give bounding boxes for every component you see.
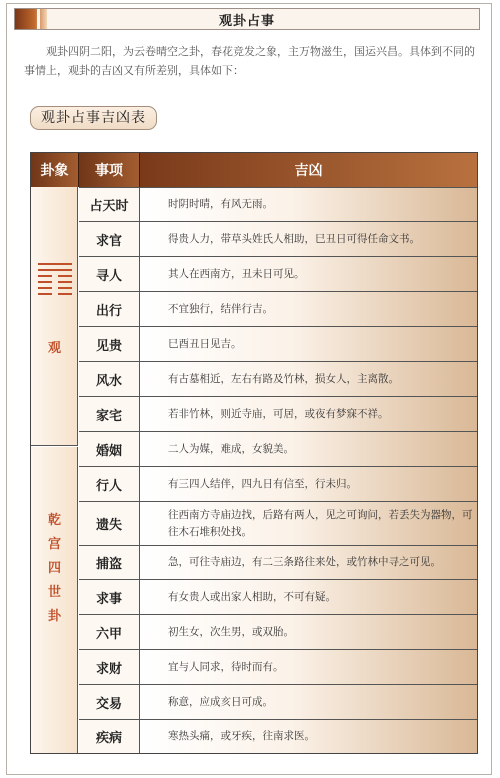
row-item-label: 六甲: [79, 615, 140, 649]
table-row: [79, 545, 477, 579]
hexagram-line: [38, 275, 72, 277]
row-luck-text: 若非竹林，则近寺庙，可居，或夜有梦寐不祥。: [140, 397, 477, 431]
gua-cell-lower: [31, 447, 78, 753]
table-row: [79, 221, 477, 256]
row-item-label: 占天时: [79, 188, 140, 221]
section-title: 观卦占事吉凶表: [30, 106, 157, 130]
table-row: [79, 579, 477, 614]
table-row: [79, 256, 477, 291]
table-row: [79, 361, 477, 396]
table-row: [79, 326, 477, 361]
gua-cell-upper: [31, 187, 78, 446]
row-luck-text: 急，可往寺庙边，有二三条路往来处，或竹林中寻之可见。: [140, 546, 477, 579]
table-row: [79, 291, 477, 326]
gua-palace-char: 乾: [47, 513, 61, 528]
row-luck-text: 初生女，次生男，或双胎。: [140, 615, 477, 649]
row-item-label: 疾病: [79, 720, 140, 753]
row-item-label: 求官: [79, 222, 140, 256]
hexagram-line: [38, 293, 72, 295]
row-luck-text: 有女贵人或出家人相助，不可有疑。: [140, 580, 477, 614]
intro-paragraph: 观卦四阴二阳，为云卷晴空之卦，春花竞发之象，主万物滋生，国运兴昌。具体到不同的事情上，观卦的吉凶又有所差别，具体如下：: [24, 45, 475, 77]
header-gua: 卦象: [31, 153, 79, 187]
row-luck-text: 宜与人同求，待时而有。: [140, 650, 477, 684]
row-item-label: 见贵: [79, 327, 140, 361]
row-item-label: 遗失: [79, 502, 140, 545]
table-row: [79, 501, 477, 545]
page-title: 观卦占事: [218, 13, 275, 29]
table-row: [79, 431, 477, 466]
header-luck: 吉凶: [140, 153, 477, 187]
gua-name: 观: [47, 341, 61, 356]
row-item-label: 寻人: [79, 257, 140, 291]
hexagram-line: [38, 281, 72, 283]
header-accent: [15, 9, 47, 29]
header-item: 事项: [79, 153, 140, 187]
row-item-label: 求事: [79, 580, 140, 614]
row-luck-text: 有三四人结伴，四九日有信至，行未归。: [140, 467, 477, 501]
row-item-label: 出行: [79, 292, 140, 326]
row-luck-text: 二人为媒，难成，女貌美。: [140, 432, 477, 466]
fortune-table: [30, 152, 478, 754]
table-row: [79, 396, 477, 431]
hexagram-symbol: [38, 263, 72, 299]
row-luck-text: 其人在西南方，丑未日可见。: [140, 257, 477, 291]
row-item-label: 捕盗: [79, 546, 140, 579]
gua-palace-char: 宫: [47, 537, 61, 552]
gua-palace-label: [31, 509, 78, 629]
row-luck-text: 称意，应成亥日可成。: [140, 685, 477, 719]
row-luck-text: 不宜独行，结伴行吉。: [140, 292, 477, 326]
row-item-label: 交易: [79, 685, 140, 719]
row-luck-text: 有古墓相近，左右有路及竹林，损女人，主离散。: [140, 362, 477, 396]
table-row: [79, 187, 477, 221]
row-item-label: 求财: [79, 650, 140, 684]
row-luck-text: 时阴时晴，有风无雨。: [140, 188, 477, 221]
hexagram-line: [38, 287, 72, 289]
hexagram-line: [38, 269, 72, 271]
table-row: [79, 719, 477, 753]
gua-palace-char: 世: [47, 585, 61, 600]
row-item-label: 风水: [79, 362, 140, 396]
gua-palace-char: 卦: [47, 609, 61, 624]
table-row: [79, 684, 477, 719]
row-luck-text: 巳酉丑日见吉。: [140, 327, 477, 361]
row-luck-text: 得贵人力，带草头姓氏人相助，巳丑日可得任命文书。: [140, 222, 477, 256]
table-row: [79, 614, 477, 649]
hexagram-line: [38, 263, 72, 265]
table-row: [79, 649, 477, 684]
row-item-label: 家宅: [79, 397, 140, 431]
row-luck-text: 往西南方寺庙边找，后路有两人，见之可询问，若丢失为器物，可往木石堆积处找。: [140, 502, 477, 545]
row-item-label: 行人: [79, 467, 140, 501]
table-row: [79, 466, 477, 501]
row-luck-text: 寒热头痛，或牙疾，往南求医。: [140, 720, 477, 753]
header-bar: [14, 8, 480, 30]
row-item-label: 婚姻: [79, 432, 140, 466]
gua-palace-char: 四: [47, 561, 61, 576]
